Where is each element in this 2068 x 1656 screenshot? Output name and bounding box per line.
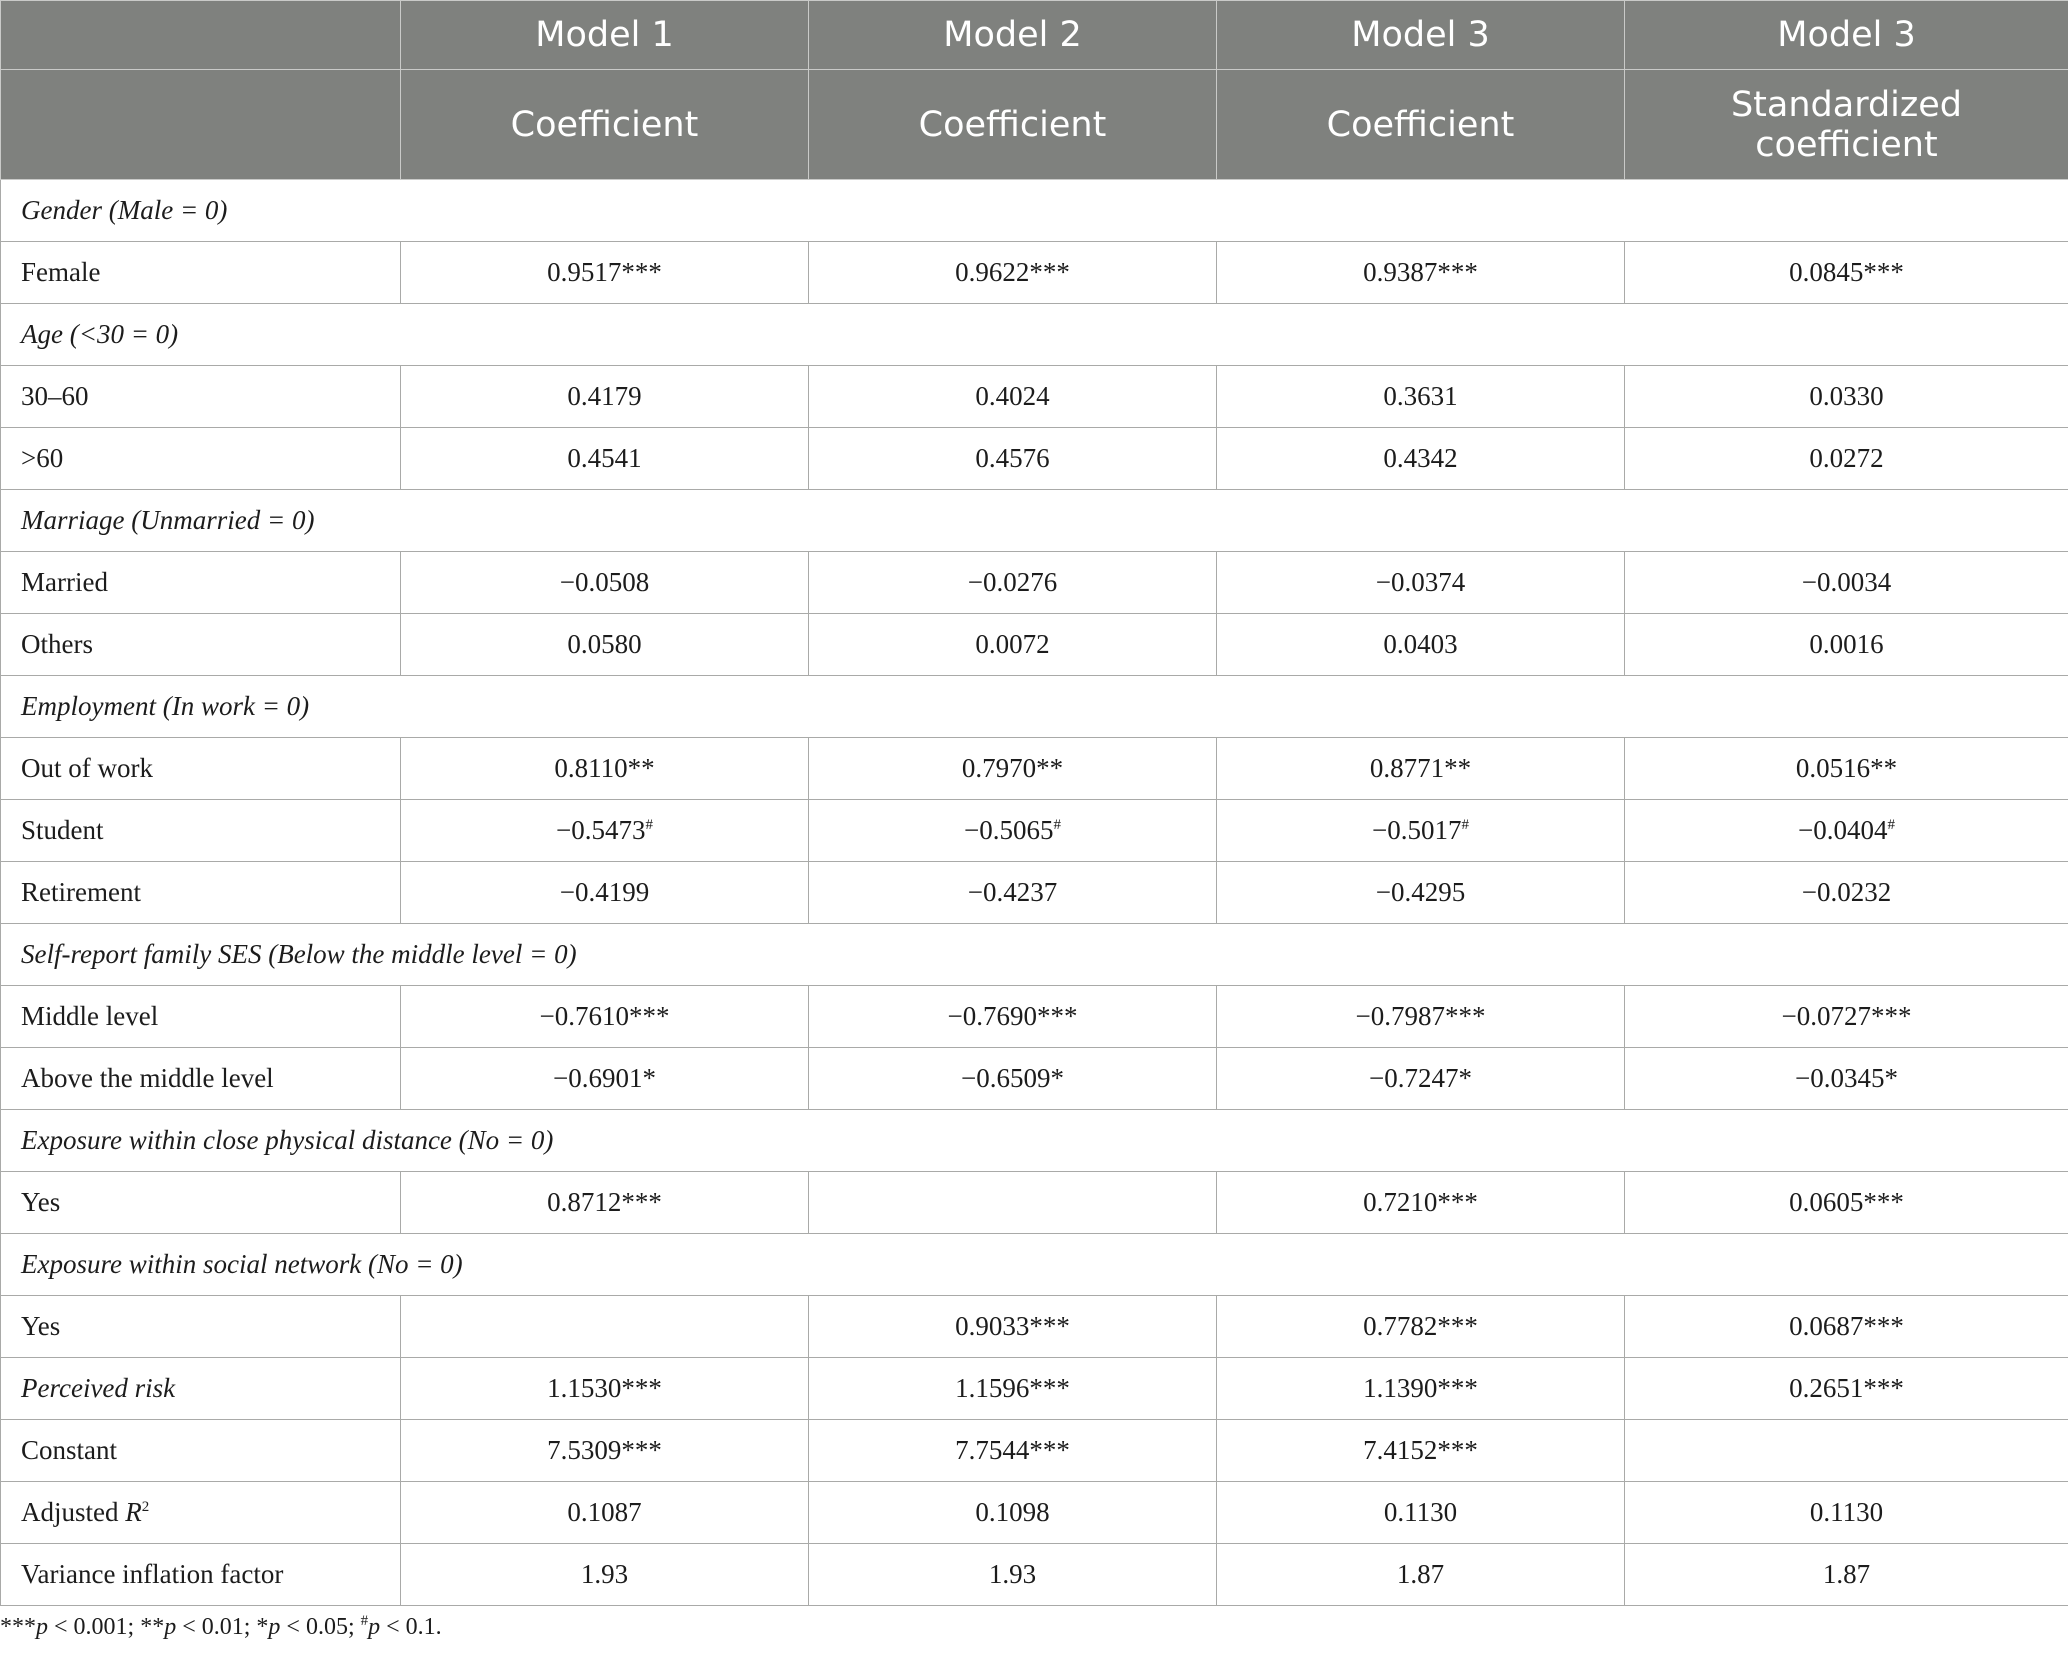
header-coefficient-1: Coefficient (401, 70, 809, 180)
row-label: Married (1, 552, 401, 614)
coefficient-cell: 1.93 (809, 1544, 1217, 1606)
table-row (1, 862, 2068, 924)
group-label: Gender (Male = 0) (1, 180, 2068, 242)
table-row (1, 614, 2068, 676)
table-row (1, 800, 2068, 862)
coefficient-cell: 0.8110** (401, 738, 809, 800)
coefficient-cell: −0.0276 (809, 552, 1217, 614)
row-label: >60 (1, 428, 401, 490)
coefficient-cell (1625, 1420, 2068, 1482)
header-model-2: Model 2 (809, 1, 1217, 70)
coefficient-cell: 0.0687*** (1625, 1296, 2068, 1358)
coefficient-cell: 0.0845*** (1625, 242, 2068, 304)
coefficient-cell: 0.4541 (401, 428, 809, 490)
row-label: Yes (1, 1296, 401, 1358)
row-label: Perceived risk (1, 1358, 401, 1420)
coefficient-cell: 0.0016 (1625, 614, 2068, 676)
coefficient-cell: 0.0580 (401, 614, 809, 676)
coefficient-cell: 0.4179 (401, 366, 809, 428)
coefficient-cell: 0.0072 (809, 614, 1217, 676)
coefficient-cell: −0.7690*** (809, 986, 1217, 1048)
coefficient-cell: 0.4342 (1217, 428, 1625, 490)
coefficient-cell: −0.5473# (401, 800, 809, 862)
coefficient-cell: 7.4152*** (1217, 1420, 1625, 1482)
coefficient-cell: −0.0508 (401, 552, 809, 614)
table-row (1, 552, 2068, 614)
table-row (1, 1420, 2068, 1482)
header-corner-top (1, 1, 401, 70)
header-standardized-coefficient: Standardized coefficient (1625, 70, 2068, 180)
header-row-models (1, 1, 2068, 70)
header-model-1: Model 1 (401, 1, 809, 70)
table-body (1, 180, 2068, 1606)
header-model-3: Model 3 (1217, 1, 1625, 70)
coefficient-cell (809, 1172, 1217, 1234)
table-header (1, 1, 2068, 180)
coefficient-cell: 0.0516** (1625, 738, 2068, 800)
table-row (1, 1048, 2068, 1110)
coefficient-cell: −0.0374 (1217, 552, 1625, 614)
coefficient-cell: −0.4295 (1217, 862, 1625, 924)
row-label: Above the middle level (1, 1048, 401, 1110)
coefficient-cell: −0.7247* (1217, 1048, 1625, 1110)
row-label: Retirement (1, 862, 401, 924)
coefficient-cell: 0.9033*** (809, 1296, 1217, 1358)
coefficient-cell: −0.0345* (1625, 1048, 2068, 1110)
coefficient-cell: −0.0232 (1625, 862, 2068, 924)
group-header-row (1, 924, 2068, 986)
row-label: Middle level (1, 986, 401, 1048)
coefficient-cell: 1.1390*** (1217, 1358, 1625, 1420)
row-label: Out of work (1, 738, 401, 800)
coefficient-cell: −0.6901* (401, 1048, 809, 1110)
header-coefficient-3: Coefficient (1217, 70, 1625, 180)
header-corner-bottom (1, 70, 401, 180)
table-row (1, 1296, 2068, 1358)
group-header-row (1, 1110, 2068, 1172)
group-header-row (1, 304, 2068, 366)
row-label: Others (1, 614, 401, 676)
header-row-coefficients (1, 70, 2068, 180)
row-label: Student (1, 800, 401, 862)
table-row (1, 1172, 2068, 1234)
coefficient-cell: 7.7544*** (809, 1420, 1217, 1482)
coefficient-cell: 0.0403 (1217, 614, 1625, 676)
coefficient-cell: 0.2651*** (1625, 1358, 2068, 1420)
group-label: Exposure within social network (No = 0) (1, 1234, 2068, 1296)
row-label: Constant (1, 1420, 401, 1482)
coefficient-cell: −0.6509* (809, 1048, 1217, 1110)
row-label: 30–60 (1, 366, 401, 428)
coefficient-cell: 1.87 (1217, 1544, 1625, 1606)
group-header-row (1, 676, 2068, 738)
coefficient-cell: −0.0034 (1625, 552, 2068, 614)
coefficient-cell (401, 1296, 809, 1358)
table-row (1, 986, 2068, 1048)
header-model-3-standardized: Model 3 (1625, 1, 2068, 70)
coefficient-cell: 0.0330 (1625, 366, 2068, 428)
coefficient-cell: −0.5017# (1217, 800, 1625, 862)
coefficient-cell: 0.4024 (809, 366, 1217, 428)
coefficient-cell: 0.1098 (809, 1482, 1217, 1544)
coefficient-cell: 0.0605*** (1625, 1172, 2068, 1234)
coefficient-cell: 0.1087 (401, 1482, 809, 1544)
group-label: Self-report family SES (Below the middle level = 0) (1, 924, 2068, 986)
coefficient-cell: 1.1530*** (401, 1358, 809, 1420)
coefficient-cell: 1.1596*** (809, 1358, 1217, 1420)
row-label: Female (1, 242, 401, 304)
coefficient-cell: −0.4199 (401, 862, 809, 924)
coefficient-cell: 0.8712*** (401, 1172, 809, 1234)
coefficient-cell: −0.7610*** (401, 986, 809, 1048)
coefficient-cell: 7.5309*** (401, 1420, 809, 1482)
coefficient-cell: −0.4237 (809, 862, 1217, 924)
table-row (1, 428, 2068, 490)
coefficient-cell: −0.5065# (809, 800, 1217, 862)
coefficient-cell: 1.87 (1625, 1544, 2068, 1606)
coefficient-cell: 0.8771** (1217, 738, 1625, 800)
group-label: Age (<30 = 0) (1, 304, 2068, 366)
coefficient-cell: 0.7210*** (1217, 1172, 1625, 1234)
coefficient-cell: 0.4576 (809, 428, 1217, 490)
table-row (1, 1544, 2068, 1606)
coefficient-cell: 0.9517*** (401, 242, 809, 304)
coefficient-cell: 0.3631 (1217, 366, 1625, 428)
table-row (1, 1358, 2068, 1420)
group-header-row (1, 180, 2068, 242)
coefficient-cell: −0.0404# (1625, 800, 2068, 862)
table-row (1, 738, 2068, 800)
coefficient-cell: −0.0727*** (1625, 986, 2068, 1048)
group-label: Employment (In work = 0) (1, 676, 2068, 738)
group-label: Exposure within close physical distance (No = 0) (1, 1110, 2068, 1172)
coefficient-cell: 0.7970** (809, 738, 1217, 800)
coefficient-cell: 0.9387*** (1217, 242, 1625, 304)
group-header-row (1, 1234, 2068, 1296)
row-label: Yes (1, 1172, 401, 1234)
coefficient-cell: 0.9622*** (809, 242, 1217, 304)
header-coefficient-2: Coefficient (809, 70, 1217, 180)
table-row (1, 1482, 2068, 1544)
coefficient-cell: 0.1130 (1217, 1482, 1625, 1544)
table-row (1, 366, 2068, 428)
coefficient-cell: 0.7782*** (1217, 1296, 1625, 1358)
group-label: Marriage (Unmarried = 0) (1, 490, 2068, 552)
significance-footnote: ***p < 0.001; **p < 0.01; *p < 0.05; #p < 0.1. (0, 1613, 442, 1640)
coefficient-cell: −0.7987*** (1217, 986, 1625, 1048)
group-header-row (1, 490, 2068, 552)
row-label: Adjusted $R^2$ (1, 1482, 401, 1544)
table-row (1, 242, 2068, 304)
coefficient-cell: 0.1130 (1625, 1482, 2068, 1544)
row-label: Variance inflation factor (1, 1544, 401, 1606)
coefficient-cell: 0.0272 (1625, 428, 2068, 490)
coefficient-cell: 1.93 (401, 1544, 809, 1606)
